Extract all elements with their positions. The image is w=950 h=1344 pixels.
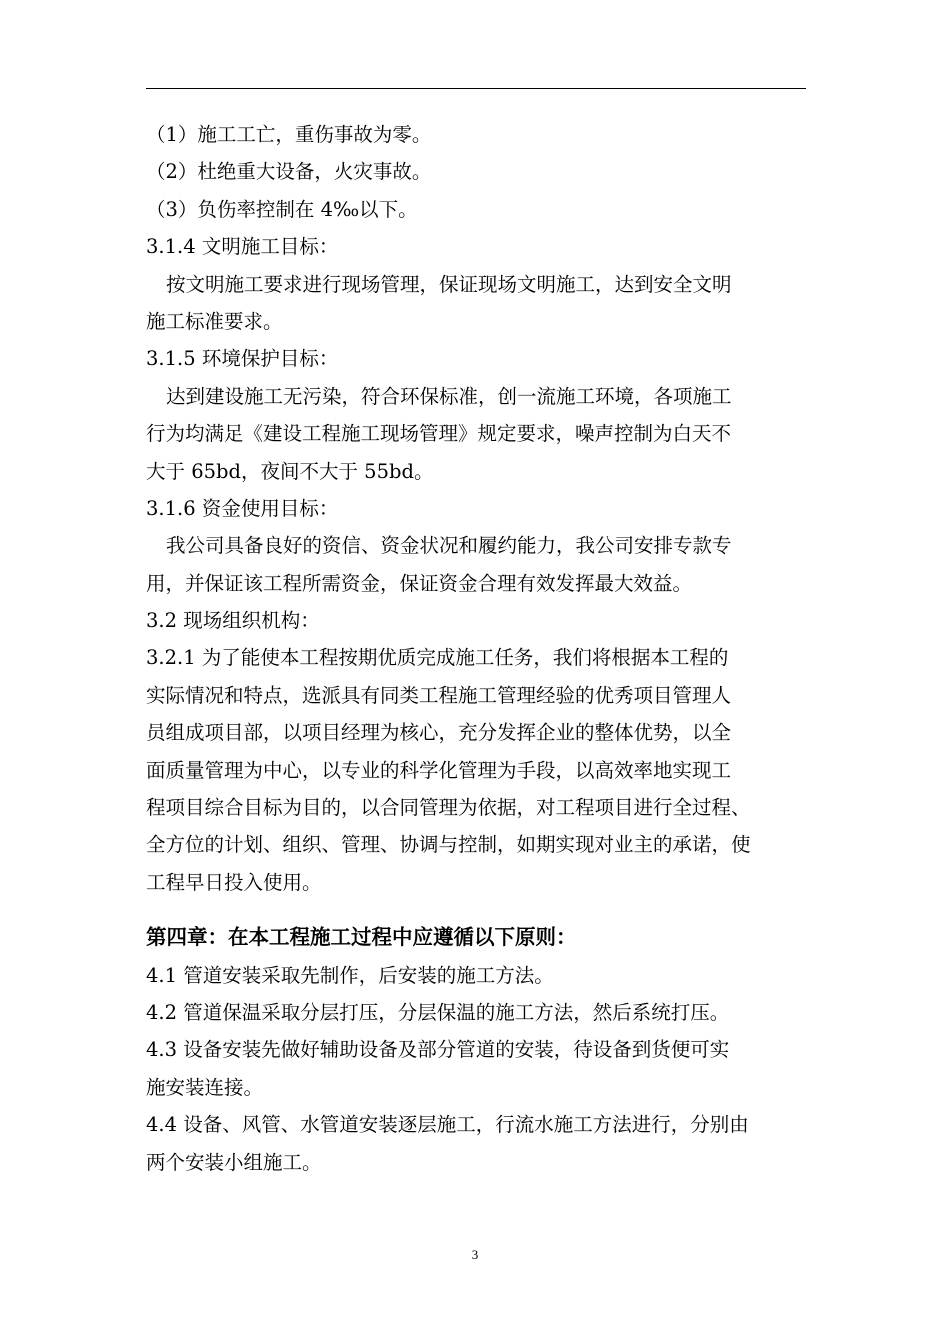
section-3-2-heading: 3.2 现场组织机构：: [146, 609, 320, 633]
section-3-2-1-paragraph-line: 实际情况和特点，选派具有同类工程施工管理经验的优秀项目管理人: [146, 683, 732, 707]
section-3-1-4-paragraph-line: 施工标准要求。: [146, 309, 283, 333]
section-3-2-1-paragraph-line: 员组成项目部，以项目经理为核心，充分发挥企业的整体优势，以全: [146, 721, 732, 745]
goal-item-1: （1）施工工亡，重伤事故为零。: [146, 123, 432, 146]
section-3-1-5-heading: 3.1.5 环境保护目标：: [146, 347, 339, 371]
spacer: [146, 901, 836, 919]
chapter-4-line: 4.1 管道安装采取先制作，后安装的施工方法。: [146, 963, 554, 987]
goal-item-3: （3）负伤率控制在 4‰以下。: [146, 197, 418, 221]
section-3-2-1-paragraph-line: 程项目综合目标为目的，以合同管理为依据，对工程项目进行全过程、: [146, 796, 751, 820]
section-3-1-6-paragraph-line: 用，并保证该工程所需资金，保证资金合理有效发挥最大效益。: [146, 571, 693, 595]
document-body: [146, 116, 836, 1181]
section-3-1-5-paragraph-line: 达到建设施工无污染，符合环保标准，创一流施工环境，各项施工: [166, 384, 732, 408]
section-3-1-5-paragraph-line: 大于 65bd，夜间不大于 55bd。: [146, 459, 434, 483]
chapter-4-line: 两个安装小组施工。: [146, 1150, 322, 1174]
goal-item-2: （2）杜绝重大设备，火灾事故。: [146, 160, 432, 184]
section-3-1-6-heading: 3.1.6 资金使用目标：: [146, 496, 339, 520]
chapter-4-line: 4.4 设备、风管、水管道安装逐层施工，行流水施工方法进行，分别由: [146, 1113, 749, 1137]
section-3-2-1-paragraph-line: 工程早日投入使用。: [146, 870, 322, 894]
section-3-1-4-heading: 3.1.4 文明施工目标：: [146, 235, 339, 259]
chapter-4-line: 4.3 设备安装先做好辅助设备及部分管道的安装，待设备到货便可实: [146, 1038, 730, 1062]
section-3-2-1-paragraph-line: 3.2.1 为了能使本工程按期优质完成施工任务，我们将根据本工程的: [146, 646, 729, 670]
section-3-1-5-paragraph-line: 行为均满足《建设工程施工现场管理》规定要求，噪声控制为白天不: [146, 422, 732, 446]
chapter-4-line: 4.2 管道保温采取分层打压，分层保温的施工方法，然后系统打压。: [146, 1000, 730, 1024]
chapter-4-title: 第四章：在本工程施工过程中应遵循以下原则：: [146, 925, 577, 950]
header-rule: [146, 88, 806, 89]
section-3-1-6-paragraph-line: 我公司具备良好的资信、资金状况和履约能力，我公司安排专款专: [166, 534, 732, 558]
page-number: 3: [471, 1247, 479, 1262]
chapter-4-line: 施安装连接。: [146, 1075, 264, 1099]
section-3-2-1-paragraph-line: 面质量管理为中心，以专业的科学化管理为手段，以高效率地实现工: [146, 758, 732, 782]
section-3-2-1-paragraph-line: 全方位的计划、组织、管理、协调与控制，如期实现对业主的承诺，使: [146, 833, 751, 857]
section-3-1-4-paragraph-line: 按文明施工要求进行现场管理，保证现场文明施工，达到安全文明: [166, 272, 732, 296]
